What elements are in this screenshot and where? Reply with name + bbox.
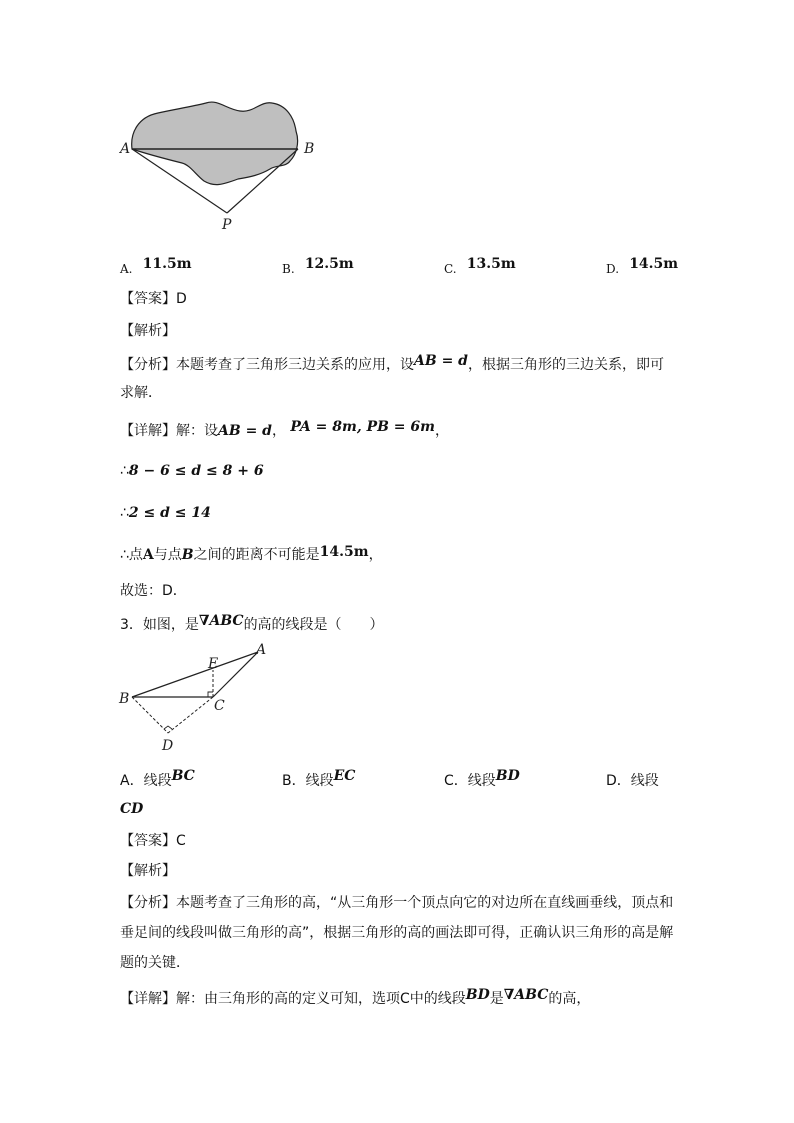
q2-detail-line: 【详解】解：设AB = d， PA = 8m, PB = 6m， bbox=[120, 419, 449, 439]
q3-option-a: A．线段BC bbox=[120, 768, 195, 789]
q3-option-d: D．线段 bbox=[606, 773, 659, 789]
q3-option-c: C．线段BD bbox=[444, 768, 520, 789]
q3-answer: 【答案】C bbox=[120, 833, 186, 849]
q3-option-b: B．线段EC bbox=[282, 768, 356, 789]
q3-option-d-value: CD bbox=[120, 801, 144, 817]
segment-cd-dashed bbox=[168, 697, 213, 733]
q2-option-b: B. 12.5m bbox=[282, 256, 354, 276]
q2-option-c: C. 13.5m bbox=[444, 256, 516, 276]
segment-ca bbox=[213, 652, 258, 697]
q2-choose: 故选：D． bbox=[120, 583, 187, 599]
q2-fenxi-line2: 求解． bbox=[120, 385, 162, 401]
right-angle-e bbox=[208, 692, 213, 697]
q2-option-a: A. 11.5m bbox=[120, 256, 192, 276]
label-p: P bbox=[222, 217, 232, 233]
q3-fenxi-line2: 垂足间的线段叫做三角形的高”，根据三角形的高的画法即可得，正确认识三角形的高是解 bbox=[120, 925, 674, 941]
q2-fenxi-line1: 【分析】本题考查了三角形三边关系的应用，设AB = d，根据三角形的三边关系，即可 bbox=[120, 353, 664, 373]
label-e: E bbox=[208, 656, 219, 672]
q3-fenxi-line1: 【分析】本题考查了三角形的高，“从三角形一个顶点向它的对边所在直线画垂线，顶点和 bbox=[120, 895, 674, 911]
q2-inequality-2: ∴2 ≤ d ≤ 14 bbox=[120, 505, 211, 521]
q2-option-d: D. 14.5m bbox=[606, 256, 679, 276]
label-b: B bbox=[119, 691, 130, 707]
label-a: A bbox=[256, 642, 267, 658]
q2-inequality-1: ∴8 − 6 ≤ d ≤ 8 + 6 bbox=[120, 463, 264, 479]
label-d: D bbox=[162, 738, 174, 754]
segment-ba bbox=[132, 652, 258, 697]
q2-conclusion: ∴点A与点B之间的距离不可能是14.5m， bbox=[120, 544, 383, 563]
q3-stem: 3．如图，是∇ABC的高的线段是（ ） bbox=[120, 613, 384, 633]
label-c: C bbox=[214, 698, 225, 714]
segment-bd-dashed bbox=[132, 697, 168, 733]
lake-figure bbox=[110, 95, 330, 235]
label-b: B bbox=[304, 141, 315, 157]
q2-analysis-heading: 【解析】 bbox=[120, 323, 176, 339]
label-a: A bbox=[120, 141, 131, 157]
q2-answer: 【答案】D bbox=[120, 291, 187, 307]
q3-analysis-heading: 【解析】 bbox=[120, 863, 176, 879]
triangle-figure bbox=[110, 640, 280, 760]
q3-detail-line: 【详解】解：由三角形的高的定义可知，选项C中的线段BD是∇ABC的高， bbox=[120, 987, 591, 1007]
right-angle-d bbox=[164, 726, 172, 729]
q3-fenxi-line3: 题的关键． bbox=[120, 955, 190, 971]
